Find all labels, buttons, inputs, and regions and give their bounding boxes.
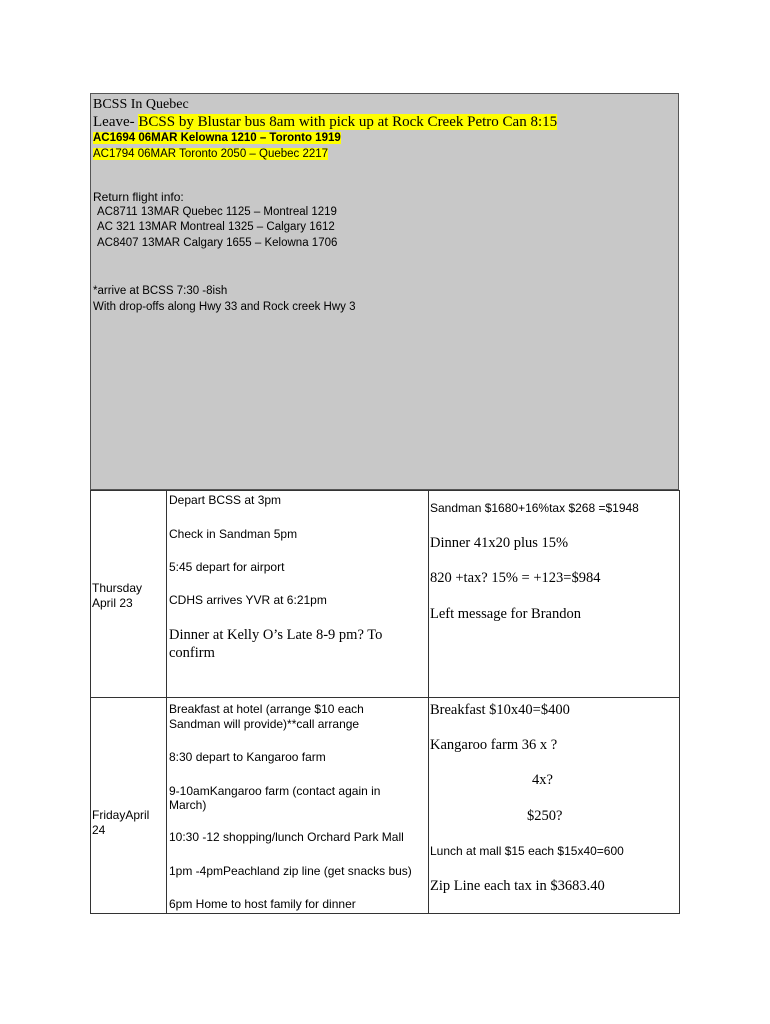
outbound-flight-2: AC1794 06MAR Toronto 2050 – Quebec 2217 <box>93 148 329 160</box>
column-divider <box>428 491 429 697</box>
schedule-item: CDHS arrives YVR at 6:21pm <box>169 593 327 607</box>
cost-tax: 820 +tax? 15% = +123=$984 <box>430 570 601 586</box>
arrive-note: *arrive at BCSS 7:30 -8ish <box>93 285 228 297</box>
schedule-item: 1pm -4pmPeachland zip line (get snacks bus) <box>169 864 412 878</box>
leave-highlight: BCSS by Blustar bus 8am with pick up at Rock Creek Petro Can 8:15 <box>138 114 558 130</box>
return-flight-3: AC8407 13MAR Calgary 1655 – Kelowna 1706 <box>97 237 338 249</box>
return-flight-2: AC 321 13MAR Montreal 1325 – Calgary 1612 <box>97 221 335 233</box>
kangaroo-item-cont: March) <box>169 798 207 812</box>
dropoffs-note: With drop-offs along Hwy 33 and Rock creek Hwy 3 <box>93 301 356 313</box>
trip-title: BCSS In Quebec <box>93 97 189 112</box>
schedule-item: Depart BCSS at 3pm <box>169 493 282 507</box>
day-label: FridayApril <box>92 808 150 822</box>
schedule-item: 6pm Home to host family for dinner <box>169 897 356 911</box>
dinner-item: Dinner at Kelly O’s Late 8-9 pm? To <box>169 627 383 643</box>
trip-info-block <box>90 93 679 490</box>
cost-sandman: Sandman $1680+16%tax $268 =$1948 <box>430 501 639 515</box>
message-note: Left message for Brandon <box>430 606 581 622</box>
leave-prefix: Leave- <box>93 114 139 130</box>
cost-kangaroo: Kangaroo farm 36 x ? <box>430 737 558 753</box>
leave-line <box>93 114 557 131</box>
column-divider <box>428 698 429 913</box>
return-flight-title: Return flight info: <box>93 190 184 204</box>
cost-zipline: Zip Line each tax in $3683.40 <box>430 878 605 894</box>
schedule-item: 8:30 depart to Kangaroo farm <box>169 750 326 764</box>
column-divider <box>166 698 167 913</box>
day-label: Thursday <box>92 581 143 595</box>
breakfast-item-cont: Sandman will provide)**call arrange <box>169 717 360 731</box>
schedule-item: 5:45 depart for airport <box>169 560 285 574</box>
return-flight-1: AC8711 13MAR Quebec 1125 – Montreal 1219 <box>97 206 337 218</box>
thursday-row <box>90 490 680 698</box>
date-label: 24 <box>92 823 106 837</box>
cost-kangaroo-250: $250? <box>527 808 563 824</box>
breakfast-item: Breakfast at hotel (arrange $10 each <box>169 702 364 716</box>
friday-row <box>90 698 680 914</box>
schedule-item: 10:30 -12 shopping/lunch Orchard Park Mall <box>169 830 404 844</box>
cost-kangaroo-4x: 4x? <box>532 772 553 788</box>
kangaroo-item: 9-10amKangaroo farm (contact again in <box>169 784 381 798</box>
outbound-flight-1: AC1694 06MAR Kelowna 1210 – Toronto 1919 <box>93 132 341 144</box>
column-divider <box>166 491 167 697</box>
cost-breakfast: Breakfast $10x40=$400 <box>430 702 570 718</box>
dinner-item-cont: confirm <box>169 645 215 661</box>
cost-lunch: Lunch at mall $15 each $15x40=600 <box>430 844 624 858</box>
schedule-item: Check in Sandman 5pm <box>169 527 298 541</box>
cost-dinner: Dinner 41x20 plus 15% <box>430 535 569 551</box>
date-label: April 23 <box>92 596 133 610</box>
